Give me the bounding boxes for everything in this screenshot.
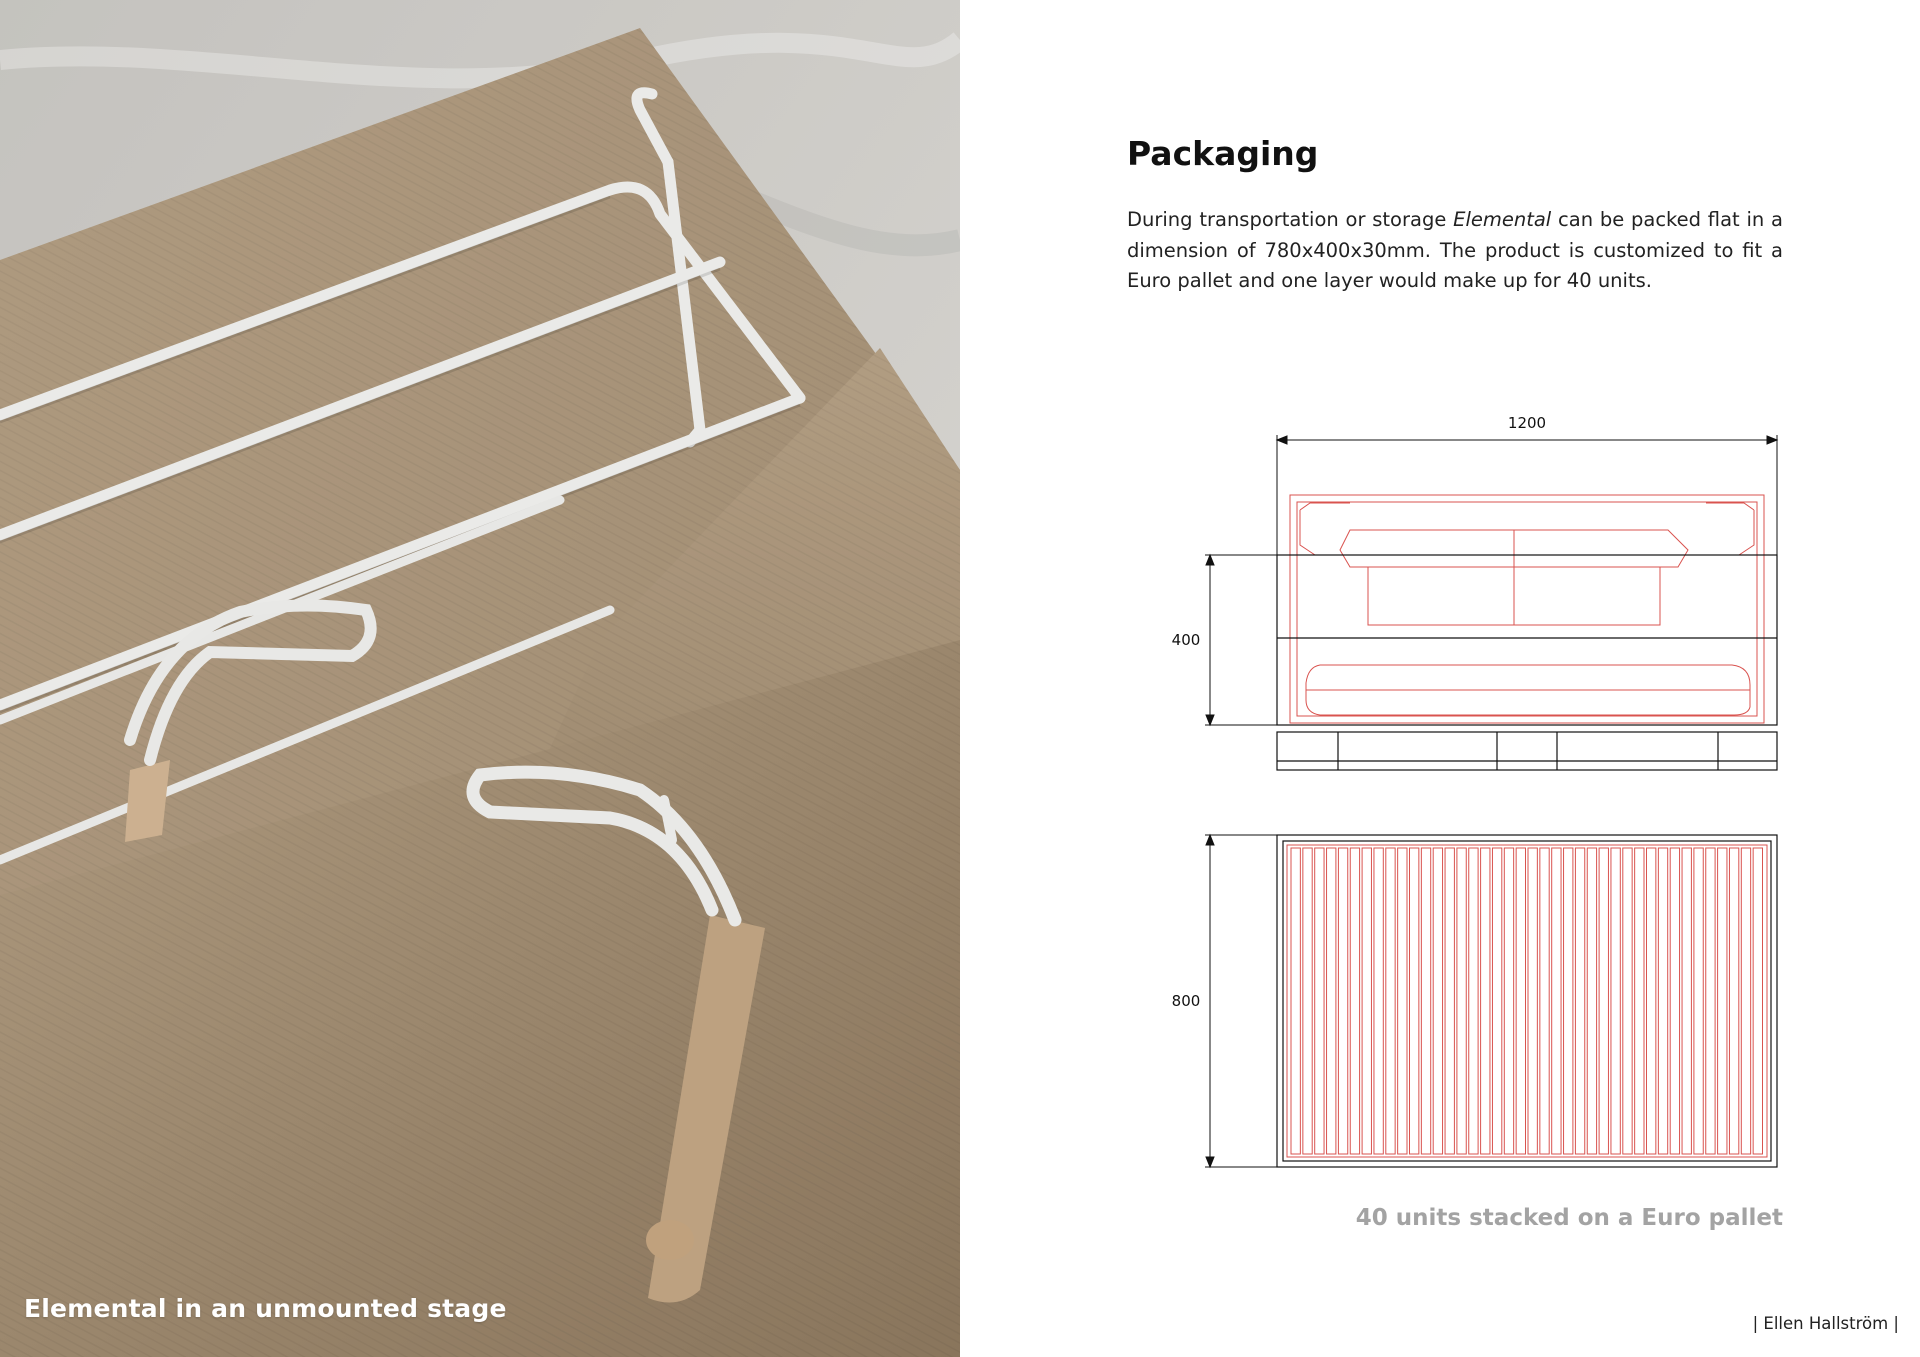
product-name: Elemental [1453,208,1552,231]
page-title: Packaging [1127,134,1319,173]
stacked-unit [1729,848,1738,1154]
stacked-units [1287,845,1767,1157]
author-footer: | Ellen Hallström | [1752,1314,1899,1333]
product-side-view [1290,495,1764,723]
stacked-unit [1611,848,1620,1154]
stacked-unit [1540,848,1549,1154]
stack-outline [1287,845,1767,1157]
photo-caption: Elemental in an unmounted stage [24,1294,507,1323]
stacked-unit [1682,848,1691,1154]
stacked-unit [1362,848,1371,1154]
description-text-start: During transportation or storage [1127,208,1454,231]
stacked-unit [1469,848,1478,1154]
stacked-unit [1575,848,1584,1154]
stacked-unit [1303,848,1312,1154]
stacked-unit [1670,848,1679,1154]
pallet-top-view [1277,835,1777,1167]
stacked-unit [1599,848,1608,1154]
stacked-unit [1753,848,1762,1154]
stacked-unit [1410,848,1419,1154]
stacked-unit [1457,848,1466,1154]
stacked-unit [1445,848,1454,1154]
stacked-unit [1694,848,1703,1154]
stacked-unit [1398,848,1407,1154]
stacked-unit [1338,848,1347,1154]
stacked-unit [1623,848,1632,1154]
diagram-caption: 40 units stacked on a Euro pallet [1355,1205,1783,1231]
stacked-unit [1481,848,1490,1154]
description-text-end: can be packed flat in a dimension of 780x400x30mm. The product is customized to fit a Euro pallet and one layer would make up for 40 units. [1127,208,1783,292]
stacked-unit [1291,848,1300,1154]
stacked-unit [1374,848,1383,1154]
packaging-description [1127,205,1783,297]
stacked-unit [1647,848,1656,1154]
pallet-diagram [1150,395,1800,1195]
stacked-unit [1350,848,1359,1154]
stacked-unit [1386,848,1395,1154]
stacked-unit [1315,848,1324,1154]
width-dimension-label: 1200 [1507,414,1547,432]
stacked-unit [1706,848,1715,1154]
depth-dimension-line [1205,835,1277,1167]
stacked-unit [1635,848,1644,1154]
stacked-unit [1504,848,1513,1154]
stacked-unit [1587,848,1596,1154]
stacked-unit [1528,848,1537,1154]
stacked-unit [1741,848,1750,1154]
stacked-unit [1658,848,1667,1154]
depth-dimension-label: 800 [1171,992,1201,1010]
stacked-unit [1516,848,1525,1154]
stacked-unit [1492,848,1501,1154]
stacked-unit [1564,848,1573,1154]
pallet-side-view [1277,555,1777,770]
height-dimension-line [1205,555,1277,725]
stacked-unit [1327,848,1336,1154]
stacked-unit [1552,848,1561,1154]
height-dimension-label: 400 [1171,631,1201,649]
stacked-unit [1421,848,1430,1154]
stacked-unit [1718,848,1727,1154]
stacked-unit [1433,848,1442,1154]
